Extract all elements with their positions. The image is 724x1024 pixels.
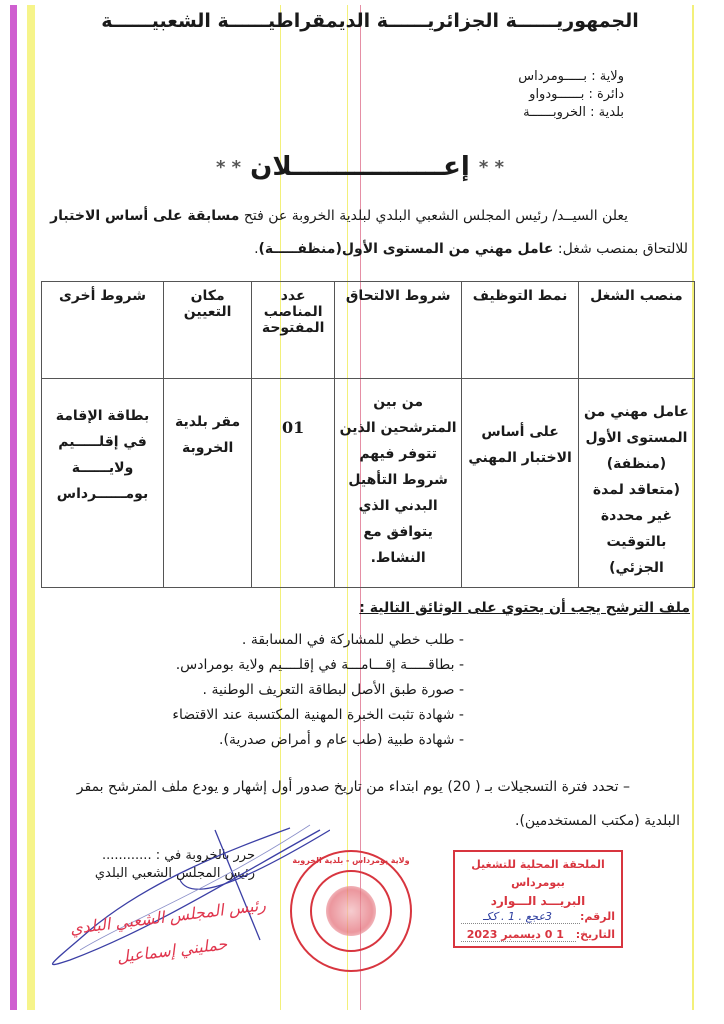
header-position: منصب الشغل — [578, 282, 694, 379]
title-text: إعـــــــــــــــــلان — [250, 152, 470, 182]
header-open-posts: عدد المناصب المفتوحة — [252, 282, 335, 379]
round-official-seal — [290, 850, 412, 972]
seal-text: ولاية بومرداس - بلدية الخروبة — [292, 856, 410, 865]
republic-heading: الجمهوريــــــة الجزائريــــــة الديمقراطيــــــة الشعبيــــــة — [101, 10, 639, 32]
administrative-header — [518, 68, 624, 122]
cell-recruitment-mode: على أساس الاختبار المهني — [462, 379, 579, 588]
list-item: - صورة طبق الأصل لبطاقة التعريف الوطنية . — [202, 682, 464, 698]
stamp-number-field: الرقم: 3ع‍ج‍ع . 1 . ككـ — [455, 910, 621, 924]
cell-conditions: من بين المترشحين الذين تتوفر فيهم شروط التأهيل البدني الذي يتوافق مع النشاط. — [335, 379, 462, 588]
national-emblem-icon — [326, 886, 376, 936]
list-item: - طلب خطي للمشاركة في المسابقة . — [241, 632, 464, 648]
stamp-incoming-mail: البريـــد الـــوارد — [490, 894, 586, 908]
done-at-line: حرر بالخروبة في : ............ — [101, 848, 255, 863]
stars-decoration: * * — [216, 157, 242, 178]
positions-table — [41, 281, 695, 588]
announcement-title — [180, 152, 540, 182]
cell-assignment-place: مقر بلدية الخروبة — [164, 379, 252, 588]
list-item: - بطاقـــــة إقـــامـــة في إقلــــيم ولاية بومرادس. — [175, 657, 464, 673]
signatory-title: رئيس المجلس الشعبي البلدي — [94, 866, 255, 881]
header-assignment-place: مكان التعيين — [164, 282, 252, 379]
list-item: - شهادة طبية (طب عام و أمراض صدرية). — [219, 732, 464, 748]
scan-stripe-magenta — [10, 5, 17, 1010]
wilaya-line: ولاية : بـــــومرداس — [518, 69, 624, 84]
stamp-date-field: التاريخ: 1 0 ديسمبر 2023 — [455, 928, 621, 942]
intro-line-1: يعلن السيــد/ رئيس المجلس الشعبي البلدي لبلدية الخروبة عن فتح مسابقة على أساس الاختبار — [50, 208, 628, 224]
intro-line-2: للالتحاق بمنصب شغل: عامل مهني من المستوى الأول(منظفـــــة). — [254, 241, 688, 257]
header-conditions: شروط الالتحاق — [335, 282, 462, 379]
stamp-agency: الملحقة المحلية للتشغيل ببومرداس — [471, 858, 605, 889]
cell-position: عامل مهني من المستوى الأول (منظفة) (متعاقد لمدة غير محددة بالتوقيت الجزئي) — [578, 379, 694, 588]
handwritten-mayor-name: رئيس المجلس الشعبي البلدي حمليني إسماعيل — [68, 895, 267, 967]
documents-list — [172, 628, 464, 753]
daira-line: دائرة : بــــــودواو — [529, 87, 624, 102]
registration-period: – تحدد فترة التسجيلات بـ ( 20) يوم ابتداء من تاريخ صدور أول إشهار و يودع ملف المترشح بمقر البلدية (مكتب المستخدمين). — [76, 779, 680, 829]
stars-decoration: * * — [478, 157, 504, 178]
list-item: - شهادة تثبت الخبرة المهنية المكتسبة عند الاقتضاء — [172, 707, 464, 723]
cell-open-posts: 01 — [252, 379, 335, 588]
cell-other-conditions: بطاقة الإقامة في إقلـــــيم ولايــــــة بومــــــرداس — [42, 379, 164, 588]
header-recruitment-mode: نمط التوظيف — [462, 282, 579, 379]
commune-line: بلدية : الخروبــــــة — [523, 105, 624, 120]
table-header-row — [42, 282, 695, 379]
table-row — [42, 379, 695, 588]
intro-paragraph — [38, 200, 688, 266]
header-other-conditions: شروط أخرى — [42, 282, 164, 379]
documents-heading: ملف الترشح يجب أن يحتوي على الوثائق التالية : — [359, 600, 690, 616]
reception-stamp — [453, 850, 623, 948]
